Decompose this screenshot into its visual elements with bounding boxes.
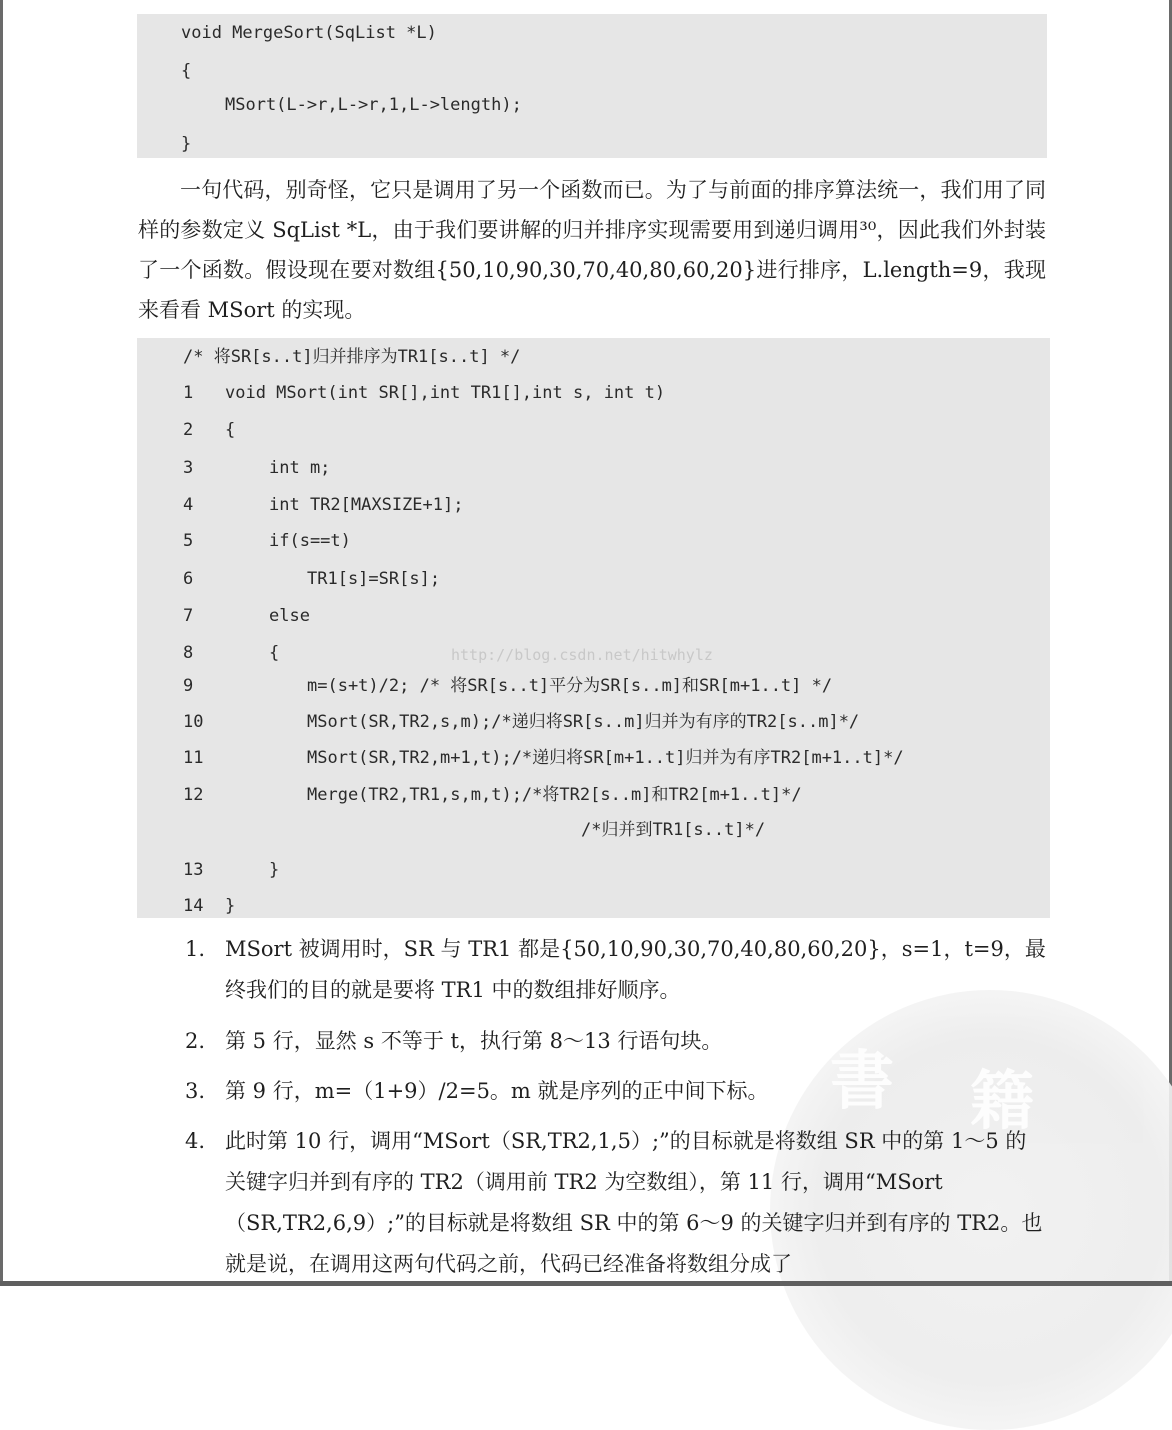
code-line: {	[181, 61, 192, 81]
code-line: TR1[s]=SR[s];	[307, 569, 441, 589]
code-line: MSort(SR,TR2,m+1,t);/*递归将SR[m+1..t]归并为有序TR2[m+1..t]*/	[307, 748, 904, 768]
code-line: if(s==t)	[269, 531, 351, 551]
item-text: 此时第 10 行，调用“MSort（SR,TR2,1,5）;”的目标就是将数组 SR 中的第 1～5 的关键字归并到有序的 TR2（调用前 TR2 为空数组），第 11 行，调用“MSort（SR,TR2,6,9）;”的目标就是将数组 SR 中的第 6～9 的关键字归并到有序的 TR2。也就是说，在调用这两句代码之前，代码已经准备将数组分成了	[225, 1129, 1043, 1276]
watermark-url: http://blog.csdn.net/hitwhylz	[451, 646, 713, 664]
code-line-number: 2	[183, 420, 194, 440]
code-line: }	[269, 860, 280, 880]
code-line: else	[269, 606, 310, 626]
watermark-seal: 書 籍	[770, 990, 1172, 1430]
code-line-number: 3	[183, 458, 194, 478]
code-comment-header: /* 将SR[s..t]归并排序为TR1[s..t] */	[183, 347, 521, 367]
code-line-number: 5	[183, 531, 194, 551]
code-line: int TR2[MAXSIZE+1];	[269, 495, 464, 515]
code-line-number: 14	[183, 896, 204, 916]
code-line: m=(s+t)/2; /* 将SR[s..t]平分为SR[s..m]和SR[m+1..t] */	[307, 676, 833, 696]
list-item	[185, 1121, 1047, 1285]
item-text: MSort 被调用时，SR 与 TR1 都是{50,10,90,30,70,40,80,60,20}，s=1，t=9，最终我们的目的就是要将 TR1 中的数组排好顺序。	[225, 937, 1046, 1002]
page-border-bottom	[0, 1281, 1172, 1286]
item-number: 1.	[185, 937, 206, 961]
page-border-left	[0, 0, 3, 1286]
code-line: void MSort(int SR[],int TR1[],int s, int t)	[225, 383, 666, 403]
code-line: void MergeSort(SqList *L)	[181, 23, 437, 43]
code-line: }	[181, 134, 192, 154]
item-number: 3.	[185, 1079, 206, 1103]
item-number: 2.	[185, 1029, 206, 1053]
code-line-number: 8	[183, 643, 194, 663]
paragraph-text: 一句代码，别奇怪，它只是调用了另一个函数而已。为了与前面的排序算法统一，我们用了同样的参数定义 SqList *L，由于我们要讲解的归并排序实现需要用到递归调用³⁰，因此我们外封装了一个函数。假设现在要对数组{50,10,90,30,70,40,80,60,20}进行排序，L.length=9，我现来看看 MSort 的实现。	[138, 178, 1046, 322]
code-block-msort	[137, 338, 1050, 918]
code-line: /*归并到TR1[s..t]*/	[581, 820, 766, 840]
item-text: 第 5 行，显然 s 不等于 t，执行第 8～13 行语句块。	[225, 1029, 723, 1053]
code-line-number: 13	[183, 860, 204, 880]
code-line: int m;	[269, 458, 331, 478]
code-line: Merge(TR2,TR1,s,m,t);/*将TR2[s..m]和TR2[m+1..t]*/	[307, 785, 802, 805]
list-item	[185, 929, 1047, 1011]
code-line: {	[269, 643, 280, 663]
list-item	[185, 1021, 1047, 1062]
code-line-number: 1	[183, 383, 194, 403]
body-paragraph	[138, 170, 1046, 330]
code-line: MSort(L->r,L->r,1,L->length);	[225, 95, 522, 115]
code-line-number: 9	[183, 676, 194, 696]
code-line: }	[225, 896, 236, 916]
code-line: MSort(SR,TR2,s,m);/*递归将SR[s..m]归并为有序的TR2[s..m]*/	[307, 712, 860, 732]
item-text: 第 9 行，m=（1+9）/2=5。m 就是序列的正中间下标。	[225, 1079, 769, 1103]
code-line: {	[225, 420, 236, 440]
code-line-number: 7	[183, 606, 194, 626]
code-line-number: 11	[183, 748, 204, 768]
code-line-number: 10	[183, 712, 204, 732]
code-block-mergesort	[137, 14, 1047, 158]
item-number: 4.	[185, 1129, 206, 1153]
code-line-number: 6	[183, 569, 194, 589]
code-line-number: 4	[183, 495, 194, 515]
code-line-number: 12	[183, 785, 204, 805]
list-item	[185, 1071, 1047, 1112]
